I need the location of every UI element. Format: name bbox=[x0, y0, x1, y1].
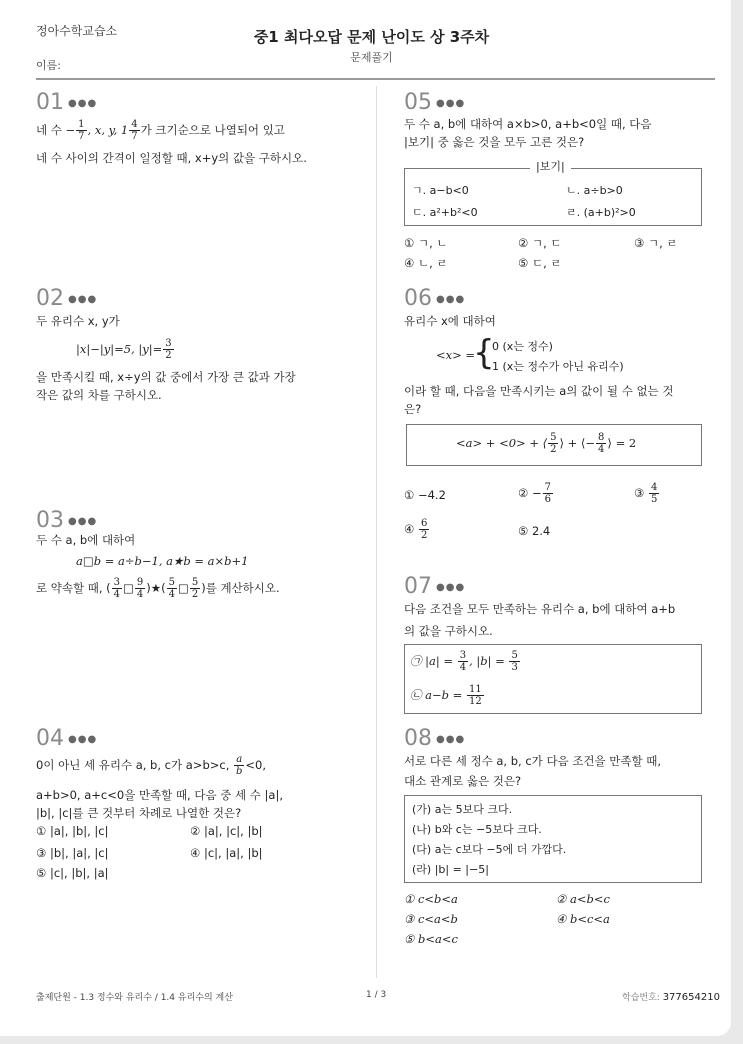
column-divider bbox=[376, 86, 377, 978]
q6-line1: 유리수 x에 대하여 bbox=[404, 314, 496, 328]
q5-bogi-title: |보기| bbox=[530, 158, 571, 174]
q6-number: 06 ●●● bbox=[404, 286, 466, 311]
q8-cond-3: (다) a는 c보다 −5에 더 가깝다. bbox=[412, 843, 567, 856]
footer-id: 학습번호: 377654210 bbox=[622, 992, 720, 1003]
q2-line3: 작은 값의 차를 구하시오. bbox=[36, 388, 162, 402]
q5-option-5[interactable]: ⑤ ㄷ, ㄹ bbox=[518, 256, 562, 270]
q8-cond-4: (라) |b| = |−5| bbox=[412, 863, 489, 876]
q7-number: 07 ●●● bbox=[404, 574, 466, 599]
q8-cond-1: (가) a는 5보다 크다. bbox=[412, 803, 513, 816]
q2-line1: 두 유리수 x, y가 bbox=[36, 314, 120, 328]
q2-equation: |x|−|y|=5, |y|= $\frac{3}{2}$ bbox=[76, 338, 172, 361]
q8-option-2[interactable]: ② a<b<c bbox=[556, 892, 610, 906]
q6-option-1[interactable]: ① −4.2 bbox=[404, 488, 446, 502]
q6-option-2[interactable]: ② − $\frac{7}{6}$ bbox=[518, 482, 551, 505]
q5-item-4: ㄹ. (a+b)²>0 bbox=[566, 206, 636, 219]
q8-line1: 서로 다른 세 정수 a, b, c가 다음 조건을 만족할 때, bbox=[404, 754, 662, 768]
q7-condition-1: ㉠ |a| = $\frac{3}{4}$ , |b| = $\frac{5}{3}$ bbox=[410, 650, 518, 673]
q6-option-4[interactable]: ④ $\frac{6}{2}$ bbox=[404, 518, 428, 541]
q8-cond-2: (나) b와 c는 −5보다 크다. bbox=[412, 823, 542, 836]
q8-number: 08 ●●● bbox=[404, 726, 466, 751]
q8-option-4[interactable]: ④ b<c<a bbox=[556, 912, 610, 926]
q5-item-3: ㄷ. a²+b²<0 bbox=[412, 206, 478, 219]
q4-line1: 0이 아닌 세 유리수 a, b, c가 a>b>c, $\frac{a}{b}$ <0, bbox=[36, 754, 267, 777]
q4-option-4[interactable]: ④ |c|, |a|, |b| bbox=[190, 846, 263, 860]
q8-option-5[interactable]: ⑤ b<a<c bbox=[404, 932, 458, 946]
q4-number: 04 ●●● bbox=[36, 726, 98, 751]
q1-line2: 네 수 사이의 간격이 일정할 때, x+y의 값을 구하시오. bbox=[36, 151, 307, 165]
q2-line2: 을 만족시킬 때, x÷y의 값 중에서 가장 큰 값과 가장 bbox=[36, 370, 296, 384]
q6-option-3[interactable]: ③ $\frac{4}{5}$ bbox=[634, 482, 658, 505]
q4-option-3[interactable]: ③ |b|, |a|, |c| bbox=[36, 846, 109, 860]
q3-number: 03 ●●● bbox=[36, 508, 98, 533]
q1-number: 01 ●●● bbox=[36, 90, 98, 115]
q7-line1: 다음 조건을 모두 만족하는 유리수 a, b에 대하여 a+b bbox=[404, 602, 676, 616]
q4-option-1[interactable]: ① |a|, |b|, |c| bbox=[36, 824, 109, 838]
q5-line1: 두 수 a, b에 대하여 a×b>0, a+b<0일 때, 다음 bbox=[404, 117, 652, 131]
q8-dots: ●●● bbox=[436, 733, 466, 745]
page-subtitle: 문제풀기 bbox=[350, 51, 393, 64]
footer-unit: 출제단원 - 1.3 정수와 유리수 / 1.4 유리수의 계산 bbox=[36, 993, 233, 1003]
q8-option-3[interactable]: ③ c<a<b bbox=[404, 912, 458, 926]
q5-number: 05 ●●● bbox=[404, 90, 466, 115]
q2-dots: ●●● bbox=[68, 293, 98, 305]
q7-line2: 의 값을 구하시오. bbox=[404, 624, 493, 638]
q6-lhs: <x> = bbox=[436, 348, 476, 362]
header-divider bbox=[36, 78, 715, 80]
q4-option-5[interactable]: ⑤ |c|, |b|, |a| bbox=[36, 866, 109, 880]
q8-option-1[interactable]: ① c<b<a bbox=[404, 892, 458, 906]
q4-line2: a+b>0, a+c<0을 만족할 때, 다음 중 세 수 |a|, bbox=[36, 788, 283, 802]
school-name: 정아수학교습소 bbox=[36, 24, 118, 38]
q4-option-2[interactable]: ② |a|, |c|, |b| bbox=[190, 824, 263, 838]
q6-brace: { bbox=[473, 333, 495, 373]
q5-option-4[interactable]: ④ ㄴ, ㄹ bbox=[404, 256, 448, 270]
q3-line2: 로 약속할 때, ( $\frac{3}{4}$ □ $\frac{9}{4}$ )★( $\frac{5}{4}$ □ $\frac{5}{2}$ )를 계산하시오. bbox=[36, 577, 280, 600]
q6-line2: 이라 할 때, 다음을 만족시키는 a의 값이 될 수 없는 것 bbox=[404, 384, 674, 398]
q6-case2: 1 (x는 정수가 아닌 유리수) bbox=[492, 360, 624, 373]
name-label: 이름: bbox=[36, 59, 61, 72]
page-title: 중1 최다오답 문제 난이도 상 3주차 bbox=[253, 28, 490, 46]
q2-number: 02 ●●● bbox=[36, 286, 98, 311]
q5-option-1[interactable]: ① ㄱ, ㄴ bbox=[404, 236, 448, 250]
q5-line2: |보기| 중 옳은 것을 모두 고른 것은? bbox=[404, 135, 585, 149]
q6-option-5[interactable]: ⑤ 2.4 bbox=[518, 524, 551, 538]
q6-line3: 은? bbox=[404, 402, 422, 416]
q5-item-1: ㄱ. a−b<0 bbox=[412, 184, 469, 197]
q3-definition: a□b = a÷b−1, a★b = a×b+1 bbox=[76, 554, 249, 568]
q1-dots: ●●● bbox=[68, 97, 98, 109]
q6-equation: <a> + <0> + ⟨ $\frac{5}{2}$ ⟩ + ⟨− $\frac{8}{4}$ ⟩ = 2 bbox=[456, 432, 637, 455]
footer-page-number: 1 / 3 bbox=[366, 990, 387, 1000]
q7-condition-2: ㉡ a−b = $\frac{11}{12}$ bbox=[410, 684, 482, 707]
q5-item-2: ㄴ. a÷b>0 bbox=[566, 184, 623, 197]
q1-line1: 네 수 − $\frac{1}{7}$ , x, y, 1 $\frac{4}{7}$ 가 크기순으로 나열되어 있고 bbox=[36, 119, 285, 142]
q5-option-2[interactable]: ② ㄱ, ㄷ bbox=[518, 236, 562, 250]
q6-case1: 0 (x는 정수) bbox=[492, 340, 553, 353]
q4-line3: |b|, |c|를 큰 것부터 차례로 나열한 것은? bbox=[36, 806, 242, 820]
q6-dots: ●●● bbox=[436, 293, 466, 305]
q3-line1: 두 수 a, b에 대하여 bbox=[36, 533, 136, 547]
q4-dots: ●●● bbox=[68, 733, 98, 745]
q5-dots: ●●● bbox=[436, 97, 466, 109]
q8-line2: 대소 관계로 옳은 것은? bbox=[404, 774, 522, 788]
q3-dots: ●●● bbox=[68, 515, 98, 527]
q5-option-3[interactable]: ③ ㄱ, ㄹ bbox=[634, 236, 678, 250]
q7-dots: ●●● bbox=[436, 581, 466, 593]
